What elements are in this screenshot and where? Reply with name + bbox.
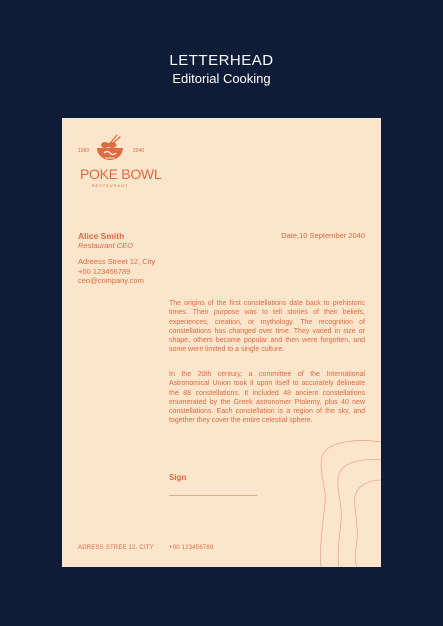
logo-brand-name: POKE BOWL <box>80 166 162 182</box>
restaurant-logo <box>78 134 162 194</box>
body-paragraph-1: The origins of the first constellations date back to prehistoric times. Their purpose was to tell stories of their beliefs, experiences, creation, or mythology. The recognition of constellations has changed over time. They varied in size or shape, others became popular and then were forgotten, and some were limited to a single culture. <box>169 300 365 354</box>
contour-decoration <box>317 438 381 567</box>
sender-email: ceo@company.com <box>78 276 144 285</box>
page-subtitle: Editorial Cooking <box>172 71 271 86</box>
logo-year-right: 2040 <box>133 148 145 154</box>
letterhead-sheet <box>62 118 381 567</box>
page-title: LETTERHEAD <box>169 52 274 69</box>
letter-date: Date,10 September 2040 <box>281 231 365 240</box>
body-paragraph-2: In the 20th century, a committee of the International Astronomical Union took it upon itself to accurately delineate the 88 constellations. It included 48 ancient constellations enumerated by the Greek astronomer Ptolemy, plus 40 new constellations. Each constellation is a region of the sky, and together they cover the entire celestial sphere. <box>169 371 365 425</box>
footer-phone: +00 123456789 <box>169 545 214 551</box>
sign-label: Sign <box>169 473 187 482</box>
sender-address: Adreess Street 12, City <box>78 257 156 266</box>
footer-address: ADRESS STREE 12, CITY <box>78 545 154 551</box>
signature-line <box>169 495 257 496</box>
poke-bowl-icon <box>95 134 125 164</box>
logo-year-left: 1980 <box>78 148 90 154</box>
sender-role: Restaurant CEO <box>78 241 134 250</box>
sender-name: Alice Smith <box>78 231 125 241</box>
sender-phone: +00 123456789 <box>78 267 131 276</box>
logo-brand-sub: RESTAURANT <box>91 183 129 188</box>
